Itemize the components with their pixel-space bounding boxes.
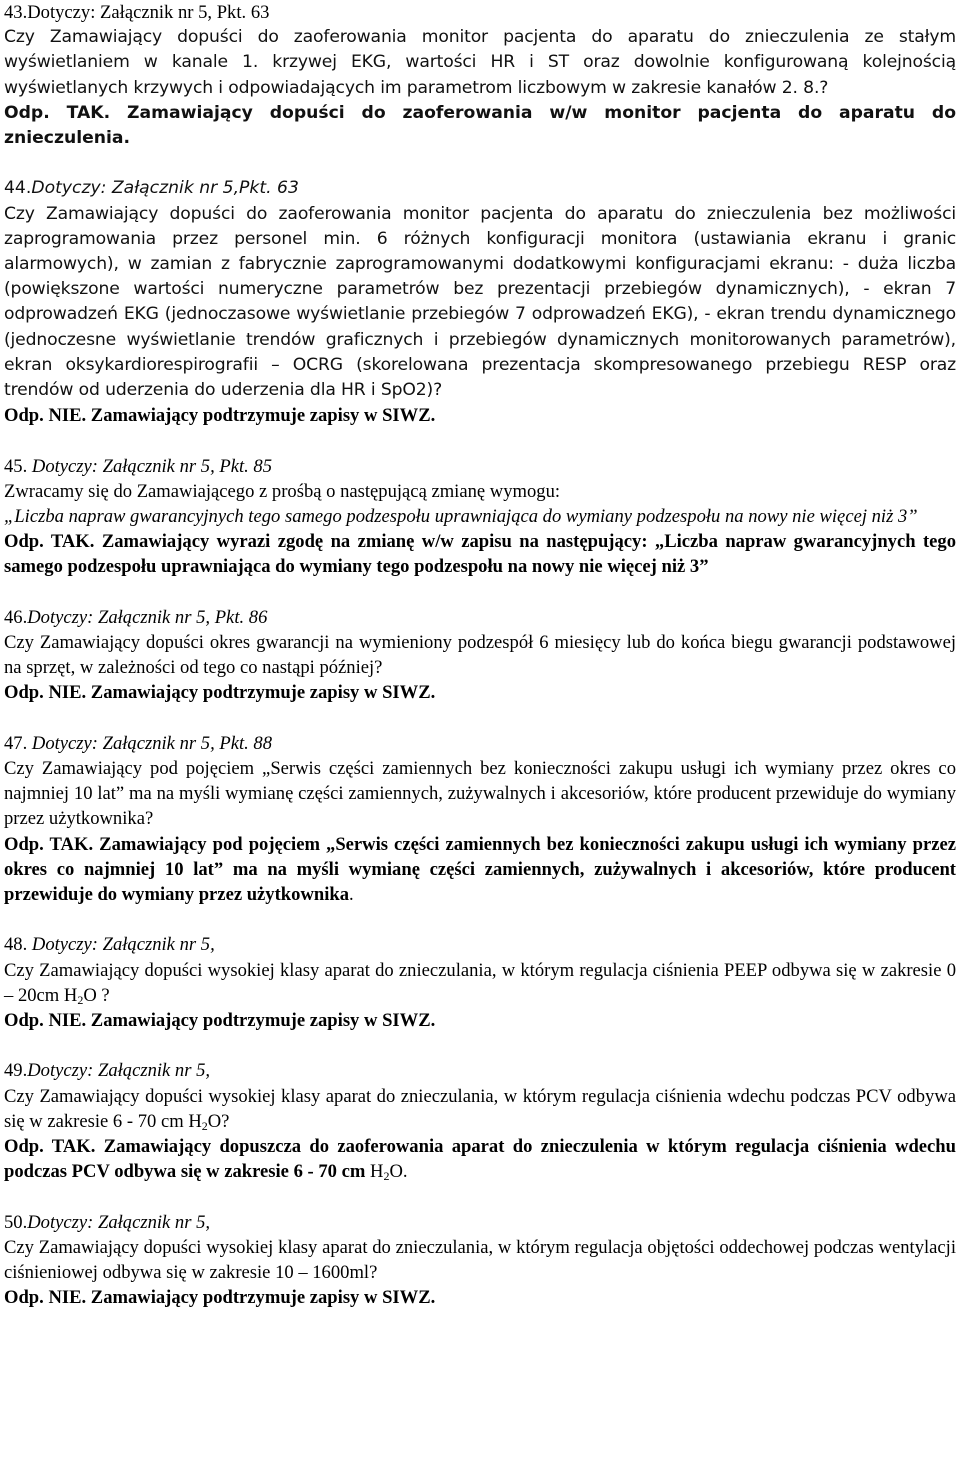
answer-unit: $H_2O$.	[370, 1161, 408, 1184]
item-header: 49.Dotyczy: Załącznik nr 5,	[4, 1060, 211, 1082]
item-answer: Odp. NIE. Zamawiający podtrzymuje zapisy w SIWZ.	[4, 1287, 436, 1309]
item-answer	[4, 101, 956, 151]
item-header: 43.Dotyczy: Załącznik nr 5, Pkt. 63	[4, 2, 270, 23]
item-header: 45. Dotyczy: Załącznik nr 5, Pkt. 85	[4, 455, 273, 477]
item-header: 48. Dotyczy: Załącznik nr 5,	[4, 934, 215, 956]
item-header: 47. Dotyczy: Załącznik nr 5, Pkt. 88	[4, 732, 273, 754]
answer-prefix: Odp. TAK.	[4, 1136, 96, 1158]
item-44	[4, 176, 956, 428]
item-50	[4, 1210, 956, 1311]
item-answer	[4, 1134, 956, 1184]
item-45	[4, 454, 956, 580]
item-question: Czy Zamawiający dopuści wysokiej klasy aparat do znieczulania, w którym regulacja objętości oddechowej podczas wentylacji ciśnieniowej odbywa się w zakresie 10 – 1600ml?	[4, 1236, 956, 1284]
item-46	[4, 605, 956, 706]
item-question: Czy Zamawiający dopuści okres gwarancji na wymieniony podzespół 6 miesięcy lub do końca biegu gwarancji podstawowej na sprzęt, w zależności od tego co nastąpi później?	[4, 632, 956, 679]
item-answer: Odp. NIE. Zamawiający podtrzymuje zapisy w SIWZ.	[4, 405, 436, 427]
item-answer	[4, 529, 956, 579]
item-question: Czy Zamawiający pod pojęciem „Serwis części zamiennych bez konieczności zakupu usługi ich wymiany przez okres co najmniej 10 lat” ma na myśli wymianę części zamiennych, zużywalnych i akcesoriów, które producent przewiduje do wymiany przez użytkownika?	[4, 758, 956, 830]
item-header: 50.Dotyczy: Załącznik nr 5,	[4, 1211, 211, 1233]
answer-prefix: Odp. TAK.	[4, 102, 111, 123]
item-question: Czy Zamawiający dopuści do zaoferowania monitor pacjenta do aparatu do znieczulenia ze stałym wyświetlaniem w kanale 1. krzywej EKG, wartości HR i ST oraz dowolnie konfigurowaną kolejnością wyświetlanych krzywych i odpowiadających im parametrom liczbowym w zakresie kanałów 2. 8.?	[4, 27, 956, 98]
item-question: Czy Zamawiający dopuści wysokiej klasy aparat do znieczulania, w którym regulacja ciśnienia PEEP odbywa się w zakresie 0 – 20cm $H_2O$ ?	[4, 959, 956, 1007]
item-question: Czy Zamawiający dopuści do zaoferowania monitor pacjenta do aparatu do znieczulenia bez możliwości zaprogramowania przez personel min. 6 różnych konfiguracji monitora (ustawiania ekranu i granic alarmowych), w zamian z fabrycznie zaprogramowanymi dodatkowymi konfiguracjami ekranu: - duża liczba (powiększone wartości numeryczne parametrów bez prezentacji przebiegów dynamicznych), - ekran 7 odprowadzeń EKG (jednoczasowe wyświetlanie przebiegów 7 odprowadzeń EKG), - ekran trendu dynamicznego (jednoczesne wyświetlanie trendów graficznych i przebiegów dynamicznych monitorowanych parametrów), ekran oksykardiorespirografii – OCRG (skorelowana prezentacja skompresowanego przebiegu RESP oraz trendów od uderzenia do uderzenia dla HR i SpO2)?	[4, 203, 956, 401]
answer-text: Zamawiający pod pojęciem „Serwis części zamiennych bez konieczności zakupu usługi ich wymiany przez okres co najmniej 10 lat” ma na myśli wymianę części zamiennych, zużywalnych i akcesoriów, które producent przewiduje do wymiany przez użytkownika	[4, 833, 956, 906]
answer-text: Zamawiający dopuści do zaoferowania w/w monitor pacjenta do aparatu do znieczulenia.	[4, 102, 957, 149]
item-header: 46.Dotyczy: Załącznik nr 5, Pkt. 86	[4, 606, 268, 628]
answer-text: Zamawiający wyrazi zgodę na zmianę w/w zapisu na następujący: „Liczba napraw gwarancyjnych tego samego podzespołu uprawniająca do wymiany tego podzespołu na nowy nie więcej niż 3”	[4, 531, 956, 578]
item-answer: Odp. NIE. Zamawiający podtrzymuje zapisy w SIWZ.	[4, 682, 436, 704]
item-48	[4, 932, 956, 1033]
item-answer	[4, 832, 956, 908]
item-header: 44.Dotyczy: Załącznik nr 5,Pkt. 63	[4, 178, 299, 199]
item-43	[4, 0, 956, 151]
item-quote: „Liczba napraw gwarancyjnych tego samego podzespołu uprawniająca do wymiany podzespołu na nowy nie więcej niż 3”	[4, 506, 918, 528]
item-question: Czy Zamawiający dopuści wysokiej klasy aparat do znieczulania, w którym regulacja ciśnienia wdechu podczas PCV odbywa się w zakresie 6 - 70 cm $H_2O$?	[4, 1085, 956, 1133]
answer-prefix: Odp. TAK.	[4, 531, 95, 553]
answer-text: Zamawiający dopuszcza do zaoferowania aparat do znieczulenia w którym regulacja ciśnienia wdechu podczas PCV odbywa się w zakresie 6 - 70 cm	[4, 1136, 956, 1183]
item-answer: Odp. NIE. Zamawiający podtrzymuje zapisy w SIWZ.	[4, 1010, 436, 1032]
answer-suffix: .	[349, 884, 354, 906]
item-question: Zwracamy się do Zamawiającego z prośbą o następującą zmianę wymogu:	[4, 480, 561, 502]
item-49	[4, 1058, 956, 1184]
answer-prefix: Odp. TAK.	[4, 833, 94, 855]
item-47	[4, 731, 956, 907]
